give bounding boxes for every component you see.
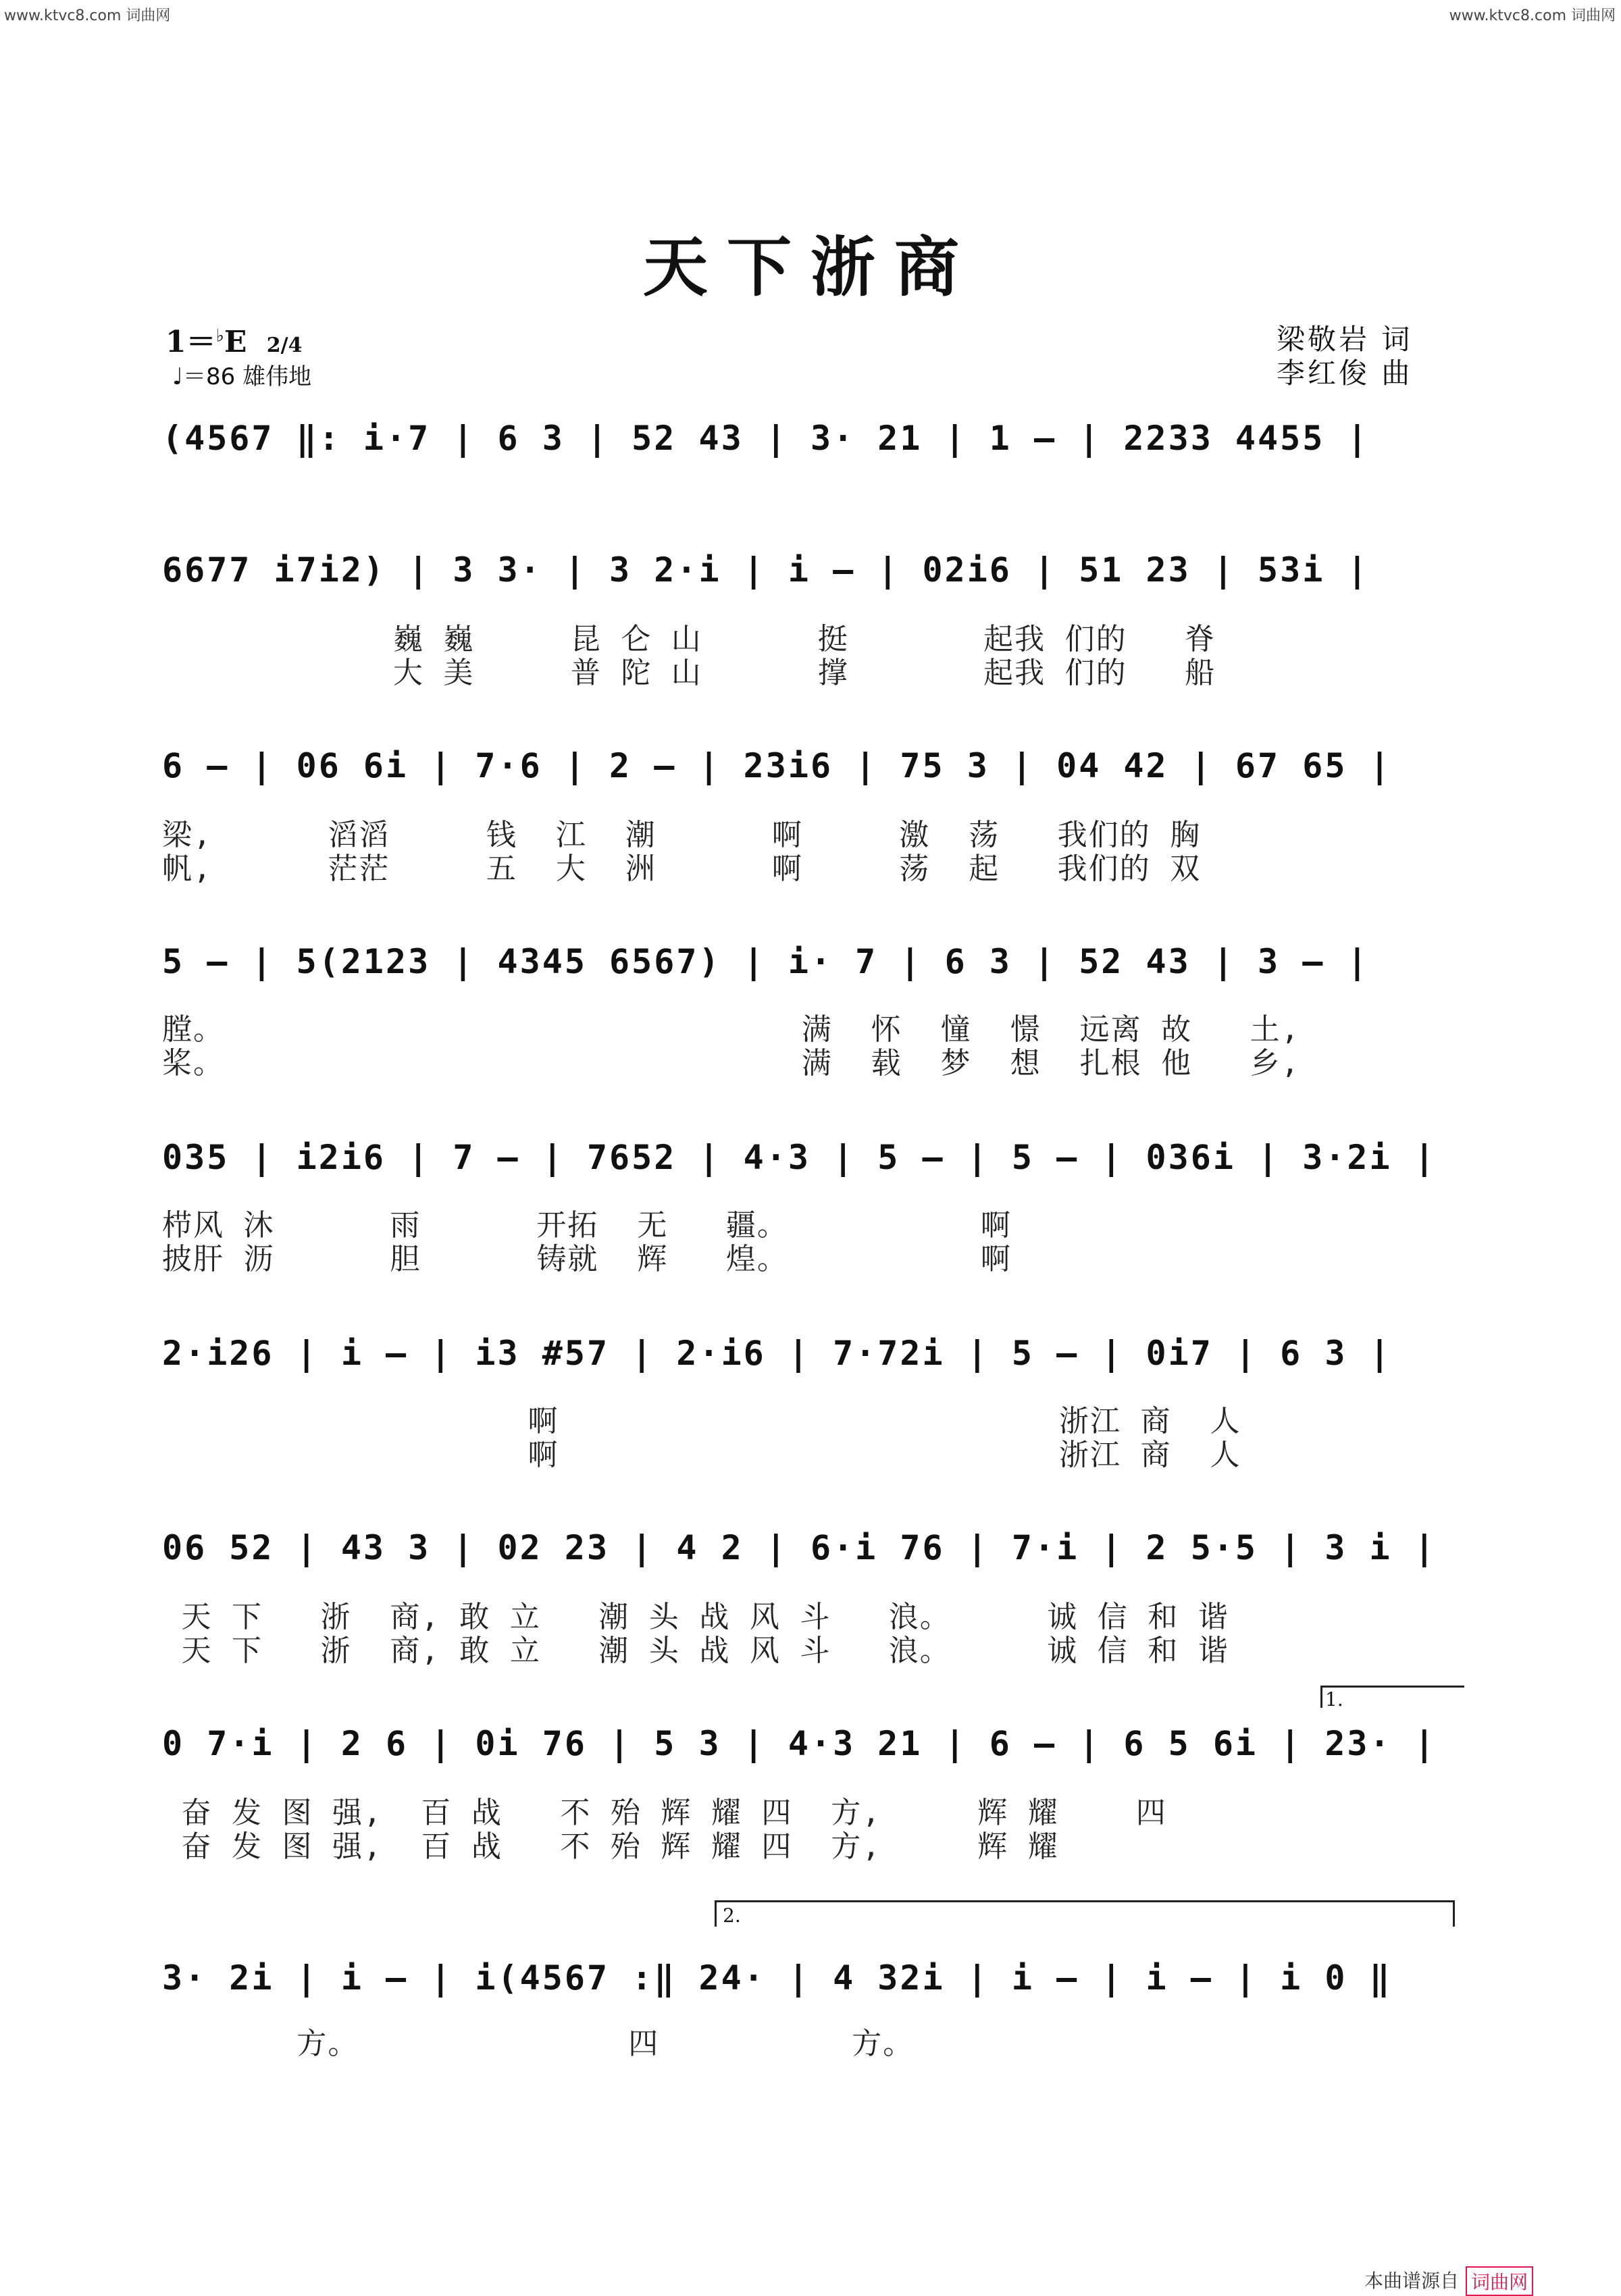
song-title: 天下浙商 xyxy=(643,229,978,305)
score-line-8-lyrics-verse2: 奋 发 图 强, 百 战 不 殆 辉 耀 四 方, 辉 耀 xyxy=(162,1829,1059,1864)
score-line-8-lyrics-verse1: 奋 发 图 强, 百 战 不 殆 辉 耀 四 方, 辉 耀 四 xyxy=(162,1796,1167,1830)
score-line-7-lyrics-verse1: 天 下 浙 商, 敢 立 潮 头 战 风 斗 浪。 诚 信 和 谐 xyxy=(162,1600,1229,1634)
score-line-3-lyrics-verse2: 帆, 茫茫 五 大 洲 啊 荡 起 我们的 双 xyxy=(162,852,1202,886)
key-signature xyxy=(165,317,302,361)
key-prefix: 1＝ xyxy=(165,325,216,359)
composer-credit: 李红俊 曲 xyxy=(1277,357,1413,390)
key-letter: E xyxy=(224,325,247,359)
score-line-7-notes: 06 52 | 43 3 | 02 23 | 4 2 | 6·i 76 | 7·i | 2 5·5 | 3 i | xyxy=(162,1528,1437,1567)
score-line-4-lyrics-verse1: 膛。 满 怀 憧 憬 远离 故 土, xyxy=(162,1012,1301,1047)
score-line-8-notes: 0 7·i | 2 6 | 0i 76 | 5 3 | 4·3 21 | 6 — | 6 5 6i | 23· | xyxy=(162,1724,1437,1763)
site-watermark-left: www.ktvc8.com 词曲网 xyxy=(4,7,171,24)
score-line-4-lyrics-verse2: 桨。 满 载 梦 想 扎根 他 乡, xyxy=(162,1046,1301,1080)
lyricist-credit: 梁敬岩 词 xyxy=(1277,323,1413,356)
volta-first-ending: 1. xyxy=(1325,1688,1343,1711)
footer-site-logo[interactable]: 词曲网 xyxy=(1466,2266,1533,2296)
score-line-7-lyrics-verse2: 天 下 浙 商, 敢 立 潮 头 战 风 斗 浪。 诚 信 和 谐 xyxy=(162,1634,1229,1668)
score-line-2-lyrics-verse2: 大 美 普 陀 山 撑 起我 们的 船 xyxy=(162,656,1216,690)
key-flat: ♭ xyxy=(215,325,224,346)
volta-second-bracket xyxy=(715,1900,1455,1927)
score-line-3-notes: 6 — | 06 6i | 7·6 | 2 — | 23i6 | 75 3 | 04 42 | 67 65 | xyxy=(162,746,1392,785)
score-line-3-lyrics-verse1: 梁, 滔滔 钱 江 潮 啊 激 荡 我们的 胸 xyxy=(162,818,1202,852)
score-line-2-notes: 6677 i7i2) | 3 3· | 3 2·i | i — | 02i6 | 51 23 | 53i | xyxy=(162,550,1370,590)
score-line-9-notes: 3· 2i | i — | i(4567 :‖ 24· | 4 32i | i — | i — | i 0 ‖ xyxy=(162,1958,1392,1998)
score-line-5-lyrics-verse2: 披肝 沥 胆 铸就 辉 煌。 啊 xyxy=(162,1242,1012,1276)
score-line-1-notes: (4567 ‖: i·7 | 6 3 | 52 43 | 3· 21 | 1 — | 2233 4455 | xyxy=(162,419,1370,458)
tempo-marking: ♩＝86 雄伟地 xyxy=(172,363,312,390)
site-watermark-right: www.ktvc8.com 词曲网 xyxy=(1449,7,1616,24)
score-line-6-notes: 2·i26 | i — | i3 #57 | 2·i6 | 7·72i | 5 — | 0i7 | 6 3 | xyxy=(162,1334,1392,1373)
score-line-6-lyrics-verse1: 啊 浙江 商 人 xyxy=(162,1404,1241,1438)
time-signature: 2/4 xyxy=(266,334,303,357)
volta-first-bracket xyxy=(1320,1686,1464,1708)
score-line-5-notes: 035 | i2i6 | 7 — | 7652 | 4·3 | 5 — | 5 — | 036i | 3·2i | xyxy=(162,1138,1437,1177)
score-line-9-lyrics-verse1: 方。 四 方。 xyxy=(162,2027,915,2061)
score-line-6-lyrics-verse2: 啊 浙江 商 人 xyxy=(162,1438,1241,1472)
score-line-5-lyrics-verse1: 栉风 沐 雨 开拓 无 疆。 啊 xyxy=(162,1208,1012,1243)
footer-source-text: 本曲谱源自 xyxy=(1364,2270,1460,2292)
score-line-4-notes: 5 — | 5(2123 | 4345 6567) | i· 7 | 6 3 | 52 43 | 3 — | xyxy=(162,942,1370,981)
volta-second-ending: 2. xyxy=(723,1904,741,1927)
score-line-2-lyrics-verse1: 巍 巍 昆 仑 山 挺 起我 们的 脊 xyxy=(162,622,1216,656)
